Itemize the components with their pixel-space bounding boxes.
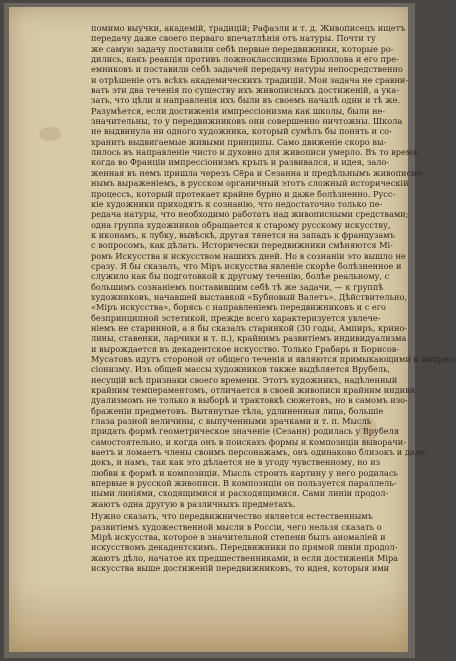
text-line: и отрѣшеніе отъ всѣхъ академическихъ традицій. Мои задача не сравни- bbox=[91, 74, 409, 85]
book-page bbox=[9, 7, 456, 652]
text-line: лилось въ направленіе чисто и духовно для живописи умерло. Въ то время, bbox=[91, 147, 420, 158]
text-line: ными линіями, сходящимися и расходящимися. Сами линіи продол- bbox=[91, 488, 389, 499]
text-line: жаютъ одна другую в различныхъ предметахъ. bbox=[91, 498, 296, 509]
text-line: развитіемъ художественной мысли в Россіи, чего нельзя сказать о bbox=[91, 521, 382, 532]
text-line: глаза разной величины, с выпученными зрачками и т. п. Мысль bbox=[91, 416, 372, 427]
body-text bbox=[79, 23, 456, 573]
text-line: зать, что цѣли и направленія ихъ были въ своемъ началѣ одни и тѣ же. bbox=[91, 95, 401, 106]
text-line: сразу. Я бы сказалъ, что Міръ искусства явленіе скорѣе болѣзненное и bbox=[91, 260, 402, 271]
text-line: художниковъ, начавшей выставкой «Бубновый Валетъ». Дѣйствительно, bbox=[91, 291, 408, 302]
text-line: искусства выше достиженій передвижниковъ, то идея, которыя ими bbox=[91, 562, 390, 573]
text-line: не выдвинула ни одного художника, который сумѣлъ бы понять и со- bbox=[91, 126, 392, 137]
text-line: дились, какъ реакція противъ ложноклассицизма Брюллова и его пре- bbox=[91, 54, 399, 65]
text-line: Мірѣ искусства, которое в значительной степени былъ аномаліей и bbox=[91, 531, 386, 542]
paragraph bbox=[79, 511, 399, 573]
text-line: ніемъ не старинной, а я бы сказалъ старинкой (30 годы, Ампиръ, крино- bbox=[91, 322, 408, 333]
text-line: впервые в русской живописи. В композиціи он пользуется параллель- bbox=[91, 478, 397, 489]
text-line: дуализмомъ не только в выборѣ и трактовкѣ сюжетовъ, но в самомъ изо- bbox=[91, 395, 408, 406]
text-line: браженіи предметовъ. Вытянутые тѣла, удлиненныя лица, большіе bbox=[91, 405, 384, 416]
water-stain bbox=[9, 582, 408, 652]
paper-stain bbox=[39, 127, 61, 141]
text-line: к иконамъ, к лубку, вывѣскѣ, другая тянется на западъ к французамъ bbox=[91, 229, 395, 240]
text-line: женная въ немъ пришла черезъ Сёра и Сезанна и предѣльнымъ живописне- bbox=[91, 167, 425, 178]
text-line: процессъ, который протекает крайне бурно и даже болѣзненно. Русс- bbox=[91, 188, 396, 199]
text-line: хранить выдвигаемые живыми принципы. Само движеніе скоро вы- bbox=[91, 136, 387, 147]
text-line: жаютъ дѣло, начатое их предшественниками, и если достиженія Міра bbox=[91, 552, 399, 563]
text-line: с вопросомъ, как дѣлать. Исторически передвижники смѣняются Мі- bbox=[91, 240, 393, 251]
text-line: и вырождается въ декадентское искусство. Только Грабарь и Борисов- bbox=[91, 343, 400, 354]
text-line: сіонизму. Изъ общей массы художников также выдѣляется Врубель, bbox=[91, 364, 391, 375]
text-line: придать формѣ геометрическое значеніе (Сезанн) родилась у Врубеля bbox=[91, 426, 399, 437]
text-line: Разумѣется, если достиженія импрессіонизма как школы, были не- bbox=[91, 105, 386, 116]
text-line: одна группа художников обращается к старому русскому искусству, bbox=[91, 219, 391, 230]
text-line: докъ, и намъ, так как это дѣлается не в угоду чувственному, но из bbox=[91, 457, 381, 468]
text-line: помимо выучки, академій, традицій; Рафаэли и т. д. Живописецъ ищетъ bbox=[91, 23, 406, 33]
text-line: Мусатовъ идутъ стороной от общего теченія и являются примыкающими к импрес- bbox=[91, 354, 456, 364]
text-line: ваетъ и ломаетъ члены своимъ персонажамъ, онъ одинаково близокъ и дале- bbox=[91, 447, 428, 458]
text-line: значительны, то у передвижниковъ они совершенно ничтожны. Школа bbox=[91, 116, 403, 127]
text-line: любви к формѣ и композиціи. Мысль строить картину у него родилась bbox=[91, 467, 398, 478]
text-line: Нужно сказать, что передвижничество является естественнымъ bbox=[91, 511, 373, 522]
text-line: передачу даже своего перваго впечатлѣнія отъ натуры. Почти ту bbox=[91, 33, 376, 44]
text-line: ромъ Искусства и искусством нашихъ дней. Но в сознаніи это вышло не bbox=[91, 250, 406, 261]
text-line: безпринципной эстетикой, прежде всего характеризуется увлече- bbox=[91, 312, 381, 323]
text-line: лины, ставенки, ларчики и т. п.), крайнимъ развитіемъ индивидуализма bbox=[91, 333, 407, 344]
text-line: искусствомъ декадентскимъ. Передвижники по прямой линіи продол- bbox=[91, 542, 398, 553]
text-line: большимъ сознаніемъ поставившим себѣ тѣ же задачи, — к группѣ bbox=[91, 281, 384, 292]
paragraph bbox=[79, 23, 456, 509]
text-line: несущій всѣ признаки своего времени. Этотъ художникъ, надѣленный bbox=[91, 374, 398, 385]
text-line: кіе художники приходятъ к сознанію, что недостаточно только пе- bbox=[91, 198, 383, 209]
text-line: нымъ выраженіемъ, в русском органичный этотъ сложный историческій bbox=[91, 178, 409, 189]
text-line: емниковъ и поставили себѣ задачей передачу натуры непосредственно bbox=[91, 64, 403, 75]
text-line: «Міръ искусства», борясь с направленіемъ передвижниковъ и с его bbox=[91, 302, 386, 313]
text-line: самостоятельно, и когда онъ в поискахъ формы и композиціи выворачи- bbox=[91, 436, 407, 447]
text-line: редача натуры, что необходимо работать над живописными средствами; bbox=[91, 209, 409, 220]
text-line: крайним темпераментомъ, отличается в своей живописи крайним индиви- bbox=[91, 385, 418, 396]
text-line: же самую задачу поставили себѣ первые передвижники, которые ро- bbox=[91, 43, 394, 54]
text-line: вать эти два теченія по существу ихъ живописныхъ достиженій, а ука- bbox=[91, 85, 399, 96]
text-line: служило как бы подготовкой к другому теченію, болѣе реальному, с bbox=[91, 271, 390, 282]
text-line: когда во Франціи импрессіонизмъ кръпъ и развивался, и идея, зало- bbox=[91, 157, 390, 168]
